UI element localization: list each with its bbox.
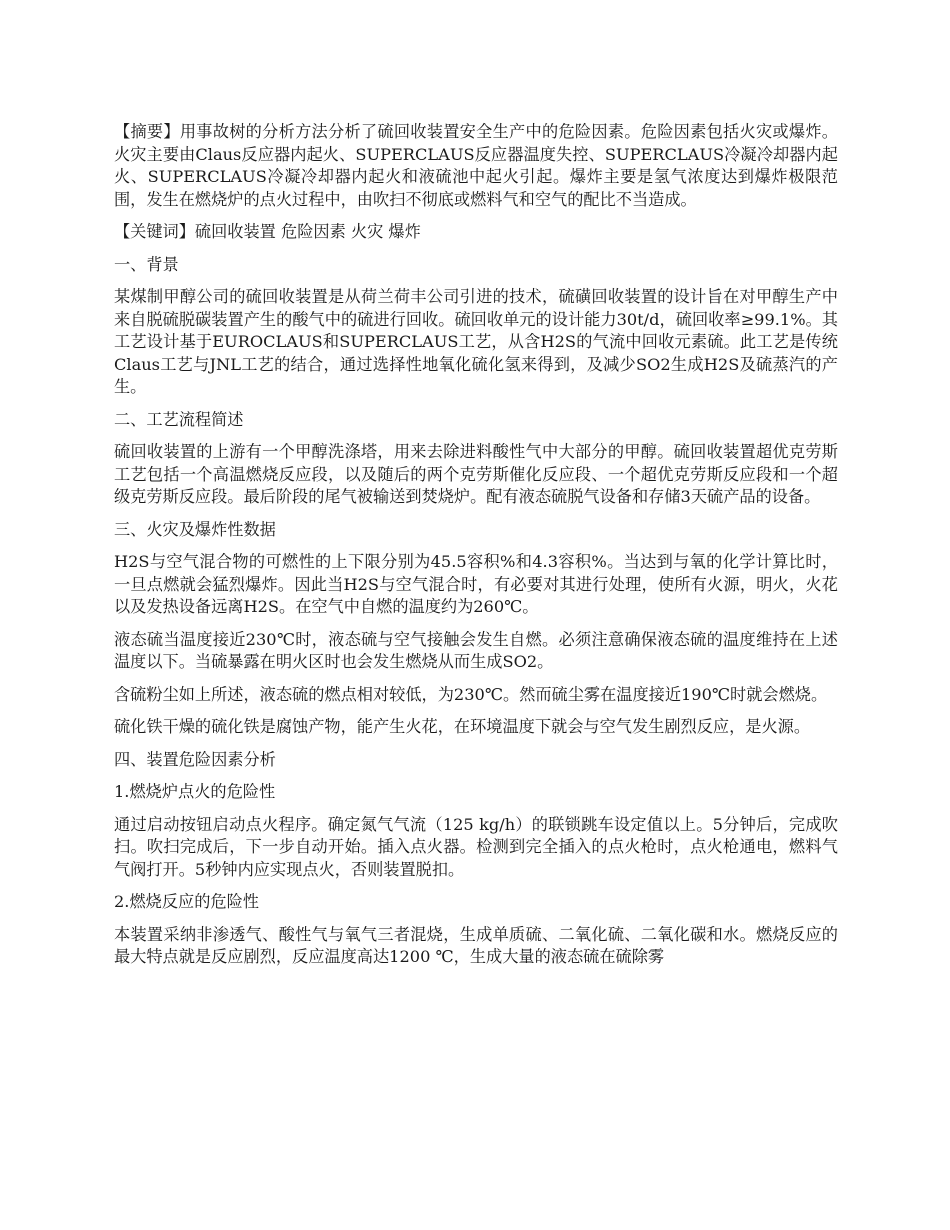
abstract-paragraph: 【摘要】用事故树的分析方法分析了硫回收装置安全生产中的危险因素。危险因素包括火灾或爆炸。火灾主要由Claus反应器内起火、SUPERCLAUS反应器温度失控、SUPERCLAUS冷凝冷却器内起火、SUPERCLAUS冷凝冷却器内起火和液硫池中起火引起。爆炸主要是氢气浓度达到爆炸极限范围，发生在燃烧炉的点火过程中，由吹扫不彻底或燃料气和空气的配比不当造成。 bbox=[114, 122, 838, 209]
ignition-paragraph: 通过启动按钮启动点火程序。确定氮气气流（125 kg/h）的联锁跳车设定值以上。5分钟后，完成吹扫。吹扫完成后，下一步自动开始。插入点火器。检测到完全插入的点火枪时，点火枪通电，燃料气气阀打开。5秒钟内应实现点火，否则装置脱扣。 bbox=[114, 814, 838, 879]
section-heading-background: 一、背景 bbox=[114, 254, 179, 274]
fire-data-paragraph-iron-sulfide: 硫化铁干燥的硫化铁是腐蚀产物，能产生火花，在环境温度下就会与空气发生剧烈反应，是火源。 bbox=[114, 717, 811, 736]
fire-data-paragraph-dust: 含硫粉尘如上所述，液态硫的燃点相对较低，为230℃。然而硫尘雾在温度接近190℃时就会燃烧。 bbox=[114, 684, 828, 704]
section-heading-fire-data: 三、火灾及爆炸性数据 bbox=[114, 519, 276, 539]
document-body bbox=[114, 121, 838, 979]
subsection-heading-combustion: 2.燃烧反应的危险性 bbox=[114, 892, 259, 911]
subsection-heading-ignition: 1.燃烧炉点火的危险性 bbox=[114, 782, 276, 801]
combustion-paragraph: 本装置采纳非渗透气、酸性气与氧气三者混烧，生成单质硫、二氧化硫、二氧化碳和水。燃烧反应的最大特点就是反应剧烈，反应温度高达1200 ℃，生成大量的液态硫在硫除雾 bbox=[114, 924, 838, 966]
process-paragraph: 硫回收装置的上游有一个甲醇洗涤塔，用来去除进料酸性气中大部分的甲醇。硫回收装置超优克劳斯工艺包括一个高温燃烧反应段，以及随后的两个克劳斯催化反应段、一个超优克劳斯反应段和一个超级克劳斯反应段。最后阶段的尾气被输送到焚烧炉。配有液态硫脱气设备和存储3天硫产品的设备。 bbox=[114, 442, 838, 506]
fire-data-paragraph-h2s: H2S与空气混合物的可燃性的上下限分别为45.5容积%和4.3容积%。当达到与氧的化学计算比时，一旦点燃就会猛烈爆炸。因此当H2S与空气混合时，有必要对其进行处理，使所有火源，明火，火花以及发热设备远离H2S。在空气中自燃的温度约为260℃。 bbox=[114, 552, 838, 616]
section-heading-hazard-analysis: 四、装置危险因素分析 bbox=[114, 749, 276, 769]
background-paragraph: 某煤制甲醇公司的硫回收装置是从荷兰荷丰公司引进的技术，硫磺回收装置的设计旨在对甲醇生产中来自脱硫脱碳装置产生的酸气中的硫进行回收。硫回收单元的设计能力30t/d，硫回收率≥99.1%。其工艺设计基于EUROCLAUS和SUPERCLAUS工艺，从含H2S的气流中回收元素硫。此工艺是传统Claus工艺与JNL工艺的结合，通过选择性地氧化硫化氢来得到，及减少SO2生成H2S及硫蒸汽的产生。 bbox=[114, 287, 838, 396]
fire-data-paragraph-liquid-sulfur: 液态硫当温度接近230℃时，液态硫与空气接触会发生自燃。必须注意确保液态硫的温度维持在上述温度以下。当硫暴露在明火区时也会发生燃烧从而生成SO2。 bbox=[114, 629, 838, 671]
section-heading-process: 二、工艺流程简述 bbox=[114, 409, 244, 429]
keywords-paragraph: 【关键词】硫回收装置 危险因素 火灾 爆炸 bbox=[114, 222, 421, 241]
